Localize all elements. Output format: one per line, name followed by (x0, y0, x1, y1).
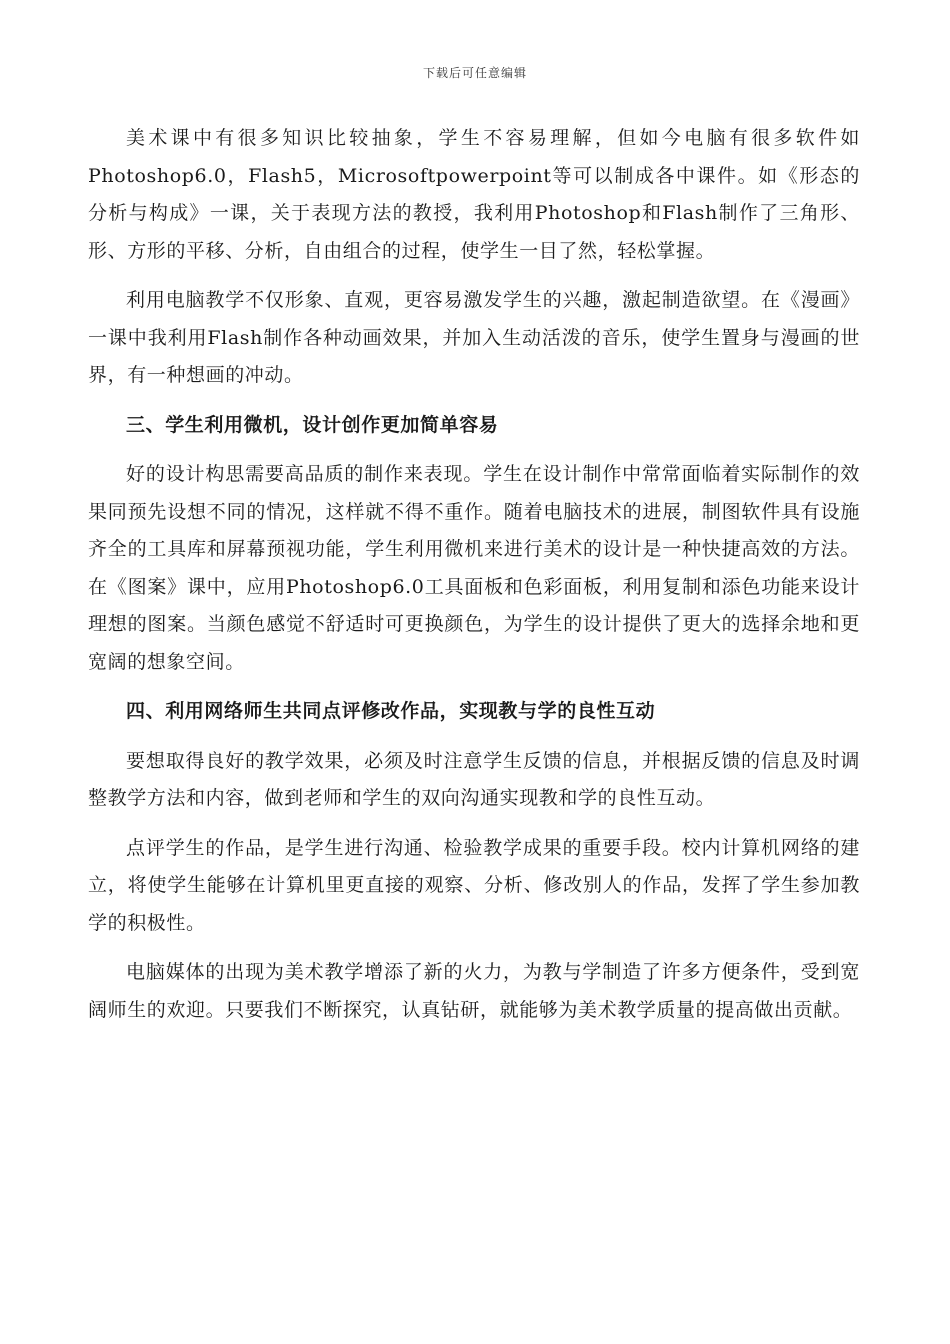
paragraph: 点评学生的作品，是学生进行沟通、检验教学成果的重要手段。校内计算机网络的建立，将使学生能够在计算机里更直接的观察、分析、修改别人的作品，发挥了学生参加教学的积极性。 (88, 836, 860, 934)
section-heading: 三、学生利用微机，设计创作更加简单容易 (126, 413, 499, 436)
paragraph: 美术课中有很多知识比较抽象，学生不容易理解，但如今电脑有很多软件如Photoshop6.0，Flash5，Microsoftpowerpoint等可以制成各中课件。如《形态的分析与构成》一课，关于表现方法的教授，我利用Photoshop和Flash制作了三角形、形、方形的平移、分析，自由组合的过程，使学生一目了然，轻松掌握。 (88, 127, 860, 262)
paragraph: 利用电脑教学不仅形象、直观，更容易激发学生的兴趣，激起制造欲望。在《漫画》一课中我利用Flash制作各种动画效果，并加入生动活泼的音乐，使学生置身与漫画的世界，有一种想画的冲动。 (88, 289, 860, 386)
page-header-note: 下载后可任意编辑 (422, 66, 527, 80)
paragraph: 电脑媒体的出现为美术教学增添了新的火力，为教与学制造了许多方便条件，受到宽阔师生的欢迎。只要我们不断探究，认真钻研，就能够为美术教学质量的提高做出贡献。 (88, 961, 860, 1021)
paragraph: 要想取得良好的教学效果，必须及时注意学生反馈的信息，并根据反馈的信息及时调整教学方法和内容，做到老师和学生的双向沟通实现教和学的良性互动。 (88, 749, 860, 809)
document-body (88, 120, 860, 1029)
section-heading: 四、利用网络师生共同点评修改作品，实现教与学的良性互动 (126, 700, 656, 722)
paragraph: 好的设计构思需要高品质的制作来表现。学生在设计制作中常常面临着实际制作的效果同预先设想不同的情况，这样就不得不重作。随着电脑技术的进展，制图软件具有设施齐全的工具库和屏幕预视功能，学生利用微机来进行美术的设计是一种快捷高效的方法。在《图案》课中，应用Photoshop6.0工具面板和色彩面板，利用复制和添色功能来设计理想的图案。当颜色感觉不舒适时可更换颜色，为学生的设计提供了更大的选择余地和更宽阔的想象空间。 (88, 463, 860, 673)
